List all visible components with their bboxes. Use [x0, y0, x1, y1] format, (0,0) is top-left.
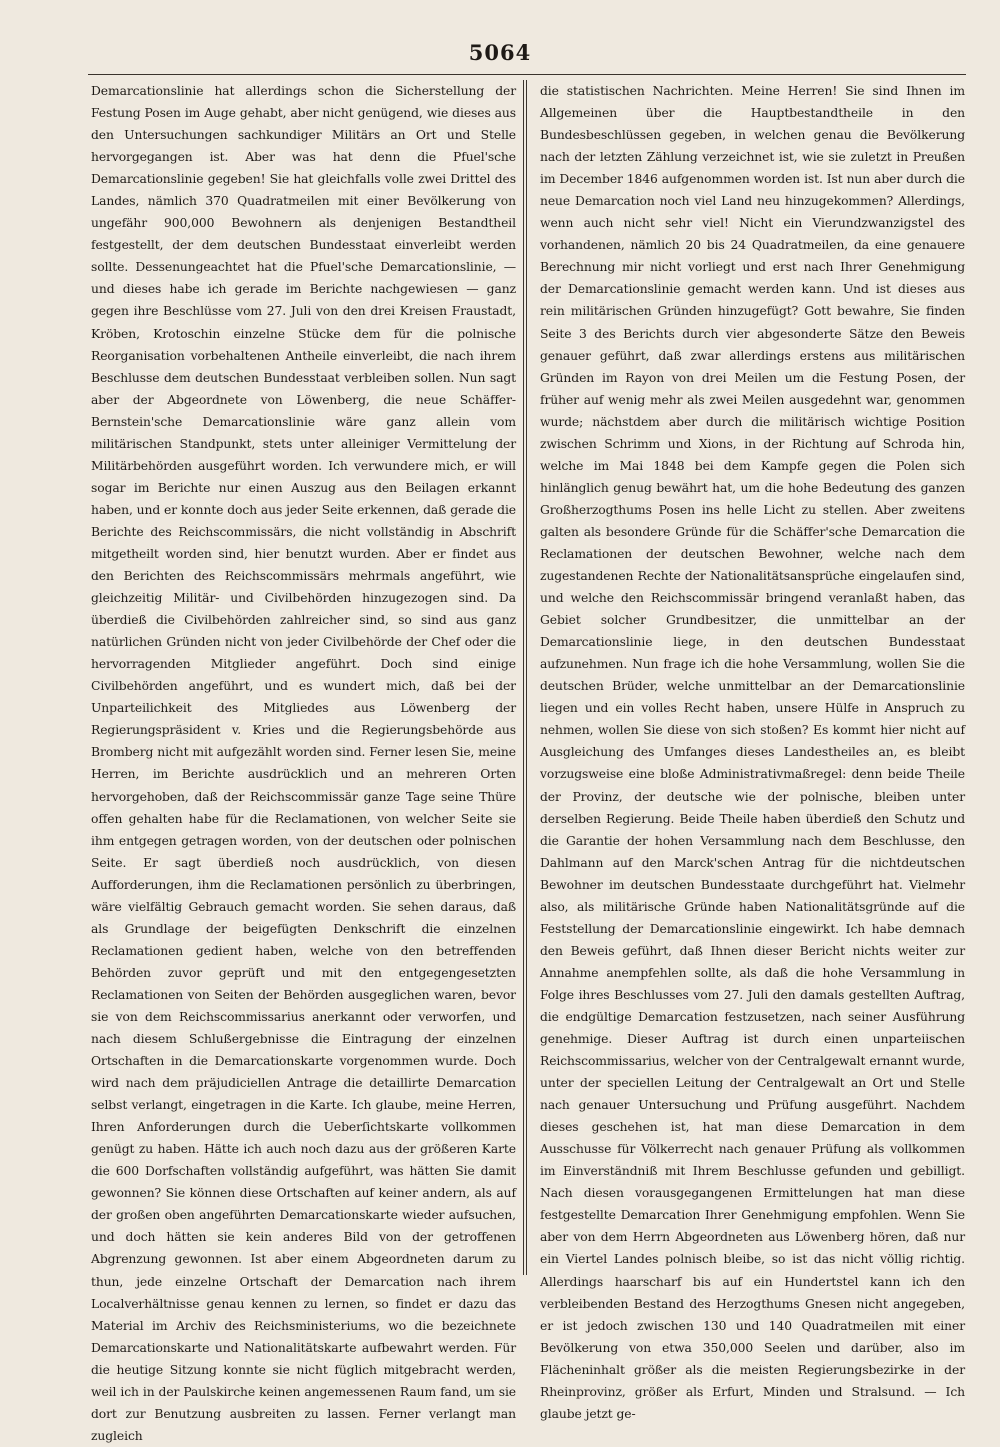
left-column [91, 80, 516, 1443]
page-number: 5064 [468, 40, 532, 65]
column-divider [523, 80, 527, 1275]
right-column [540, 80, 965, 1421]
header-rule [88, 74, 966, 75]
right-column-text: die statistischen Nachrichten. Meine Herren! Sie sind Ihnen im Allgemeinen über die Hauptbestandtheile in den Bundesbeschlüssen gegeben, in welchen genau die Bevölkerung nach der letzten Zählung verzeichnet ist, wie sie zuletzt in Preußen im December 1846 aufgenommen worden ist. Ist nun aber durch die neue Demarcation noch viel Land neu hinzugekommen? Allerdings, wenn auch nicht sehr viel! Nicht ein Vierundzwanzigstel des vorhandenen, nämlich 20 bis 24 Quadratmeilen, da eine genauere Berechnung mir nicht vorliegt und erst nach Ihrer Genehmigung der Demarcationslinie gemacht werden kann. Und ist dieses aus rein militärischen Gründen hinzugefügt? Gott bewahre, Sie finden Seite 3 des Berichts durch vier abgesonderte Sätze den Beweis genauer geführt, daß zwar allerdings erstens aus militärischen Gründen im Rayon von drei Meilen um die Festung Posen, der früher auf wenig mehr als zwei Meilen ausgedehnt war, genommen wurde; nächstdem aber durch die militärisch wichtige Position zwischen Schrimm und Xions, in der Richtung auf Schroda hin, welche im Mai 1848 bei dem Kampfe gegen die Polen sich hinlänglich genug bewährt hat, um die hohe Bedeutung des ganzen Großherzogthums Posen ins helle Licht zu stellen. Aber zweitens galten als besondere Gründe für die Schäffer'sche Demarcation die Reclamationen der deutschen Bewohner, welche nach dem zugestandenen Rechte der Nationalitätsansprüche eingelaufen sind, und welche den Reichscommissär bringend veranlaßt haben, das Gebiet solcher Grundbesitzer, die unmittelbar an der Demarcationslinie liege, in den deutschen Bundesstaat aufzunehmen. Nun frage ich die hohe Versammlung, wollen Sie die deutschen Brüder, welche unmittelbar an der Demarcationslinie liegen und ein volles Recht haben, unsere Hülfe in Anspruch zu nehmen, wollen Sie diese von sich stoßen? Es kommt hier nicht auf Ausgleichung des Umfanges dieses Landestheiles an, es bleibt vorzugsweise eine bloße Administrativmaßregel: denn beide Theile der Provinz, der deutsche wie der polnische, bleiben unter derselben Regierung. Beide Theile haben überdieß den Schutz und die Garantie der hohen Versammlung nach dem Beschlusse, den Dahlmann auf den Marck'schen Antrag für die nichtdeutschen Bewohner im deutschen Bundesstaate durchgeführt hat. Vielmehr also, als militärische Gründe haben Nationalitätsgründe auf die Feststellung der Demarcationslinie eingewirkt. Ich habe demnach den Beweis geführt, daß Ihnen dieser Bericht nichts weiter zur Annahme anempfehlen sollte, als daß die hohe Versammlung in Folge ihres Beschlusses vom 27. Juli den damals gestellten Auftrag, die endgültige Demarcation festzusetzen, nach seiner Ausführung genehmige. Dieser Auftrag ist durch einen unparteiischen Reichscommissarius, welcher von der Centralgewalt ernannt wurde, unter der speciellen Leitung der Centralgewalt an Ort und Stelle nach genauer Untersuchung und Prüfung ausgeführt. Nachdem dieses geschehen ist, hat man diese Demarcation in dem Ausschusse für Völkerrecht nach genauer Prüfung als vollkommen im Einverständniß mit Ihrem Beschlusse gefunden und gebilligt. Nach diesen vorausgegangenen Ermittelungen hat man diese festgestellte Demarcation Ihrer Genehmigung empfohlen. Wenn Sie aber von dem Herrn Abgeordneten aus Löwenberg hören, daß nur ein Viertel Landes polnisch bleibe, so ist das nicht völlig richtig. Allerdings haarscharf bis auf ein Hundertstel kann ich den verbleibenden Bestand des Herzogthums Gnesen nicht angegeben, er ist jedoch zwischen 130 und 140 Quadratmeilen mit einer Bevölkerung von etwa 350,000 Seelen und darüber, also im Flächeninhalt größer als die meisten Regierungsbezirke in der Rheinprovinz, größer als Erfurt, Minden und Stralsund. — Ich glaube jetzt ge- [540, 84, 965, 1421]
left-column-text: Demarcationslinie hat allerdings schon die Sicherstellung der Festung Posen im Auge gehabt, aber nicht genügend, wie dieses aus den Untersuchungen sachkundiger Militärs an Ort und Stelle hervorgegangen ist. Aber was hat denn die Pfuel'sche Demarcationslinie gegeben! Sie hat gleichfalls volle zwei Drittel des Landes, nämlich 370 Quadratmeilen mit einer Bevölkerung von ungefähr 900,000 Bewohnern als denjenigen Bestandtheil festgestellt, der dem deutschen Bundesstaat einverleibt werden sollte. Dessenungeachtet hat die Pfuel'sche Demarcationslinie, — und dieses habe ich gerade im Berichte nachgewiesen — ganz gegen ihre Beschlüsse vom 27. Juli von den drei Kreisen Fraustadt, Kröben, Krotoschin einzelne Stücke dem für die polnische Reorganisation vorbehaltenen Antheile einverleibt, die nach ihrem Beschlusse dem deutschen Bundesstaat verbleiben sollen. Nun sagt aber der Abgeordnete von Löwenberg, die neue Schäffer-Bernstein'sche Demarcationslinie wäre ganz allein vom militärischen Standpunkt, stets unter alleiniger Vermittelung der Militärbehörden ausgeführt worden. Ich verwundere mich, er will sogar im Berichte nur einen Auszug aus den Beilagen erkannt haben, und er konnte doch aus jeder Seite erkennen, daß gerade die Berichte des Reichscommissärs, die nicht vollständig in Abschrift mitgetheilt worden sind, hier benutzt wurden. Aber er findet aus den Berichten des Reichscommissärs mehrmals angeführt, wie gleichzeitig Militär- und Civilbehörden hinzugezogen sind. Da überdieß die Civilbehörden zahlreicher sind, so sind aus ganz natürlichen Gründen nicht von jeder Civilbehörde der Chef oder die hervorragenden Mitglieder angeführt. Doch sind einige Civilbehörden angeführt, und es wundert mich, daß bei der Unparteilichkeit des Mitgliedes aus Löwenberg der Regierungspräsident v. Kries und die Regierungsbehörde aus Bromberg nicht mit aufgezählt worden sind. Ferner lesen Sie, meine Herren, im Berichte ausdrücklich und an mehreren Orten hervorgehoben, daß der Reichscommissär ganze Tage seine Thüre offen gehalten habe für die Reclamationen, von welcher Seite sie ihm entgegen getragen worden, von der deutschen oder polnischen Seite. Er sagt überdieß noch ausdrücklich, von diesen Aufforderungen, ihm die Reclamationen persönlich zu überbringen, wäre vielfältig Gebrauch gemacht worden. Sie sehen daraus, daß als Grundlage der beigefügten Denkschrift die einzelnen Reclamationen gedient haben, welche von den betreffenden Behörden zuvor geprüft und mit den entgegengesetzten Reclamationen von Seiten der Behörden ausgeglichen waren, bevor sie von dem Reichscommissarius anerkannt oder verworfen, und nach diesem Schlußergebnisse die Eintragung der einzelnen Ortschaften in die Demarcationskarte vorgenommen wurde. Doch wird nach dem präjudiciellen Antrage die detaillirte Demarcation selbst verlangt, eingetragen in die Karte. Ich glaube, meine Herren, Ihren Anforderungen durch die Ueberſichtskarte vollkommen genügt zu haben. Hätte ich auch noch dazu aus der größeren Karte die 600 Dorfschaften vollständig aufgeführt, was hätten Sie damit gewonnen? Sie können diese Ortschaften auf keiner andern, als auf der großen oben angeführten Demarcationskarte wieder aufsuchen, und doch hätten sie kein anderes Bild von der getroffenen Abgrenzung gewonnen. Ist aber einem Abgeordneten darum zu thun, jede einzelne Ortschaft der Demarcation nach ihrem Localverhältnisse genau kennen zu lernen, so findet er dazu das Material im Archiv des Reichsministeriums, wo die bezeichnete Demarcationskarte und Nationalitätskarte aufbewahrt werden. Für die heutige Sitzung konnte sie nicht füglich mitgebracht werden, weil ich in der Paulskirche keinen angemessenen Raum fand, um sie dort zur Benutzung ausbreiten zu lassen. Ferner verlangt man zugleich [91, 84, 516, 1443]
